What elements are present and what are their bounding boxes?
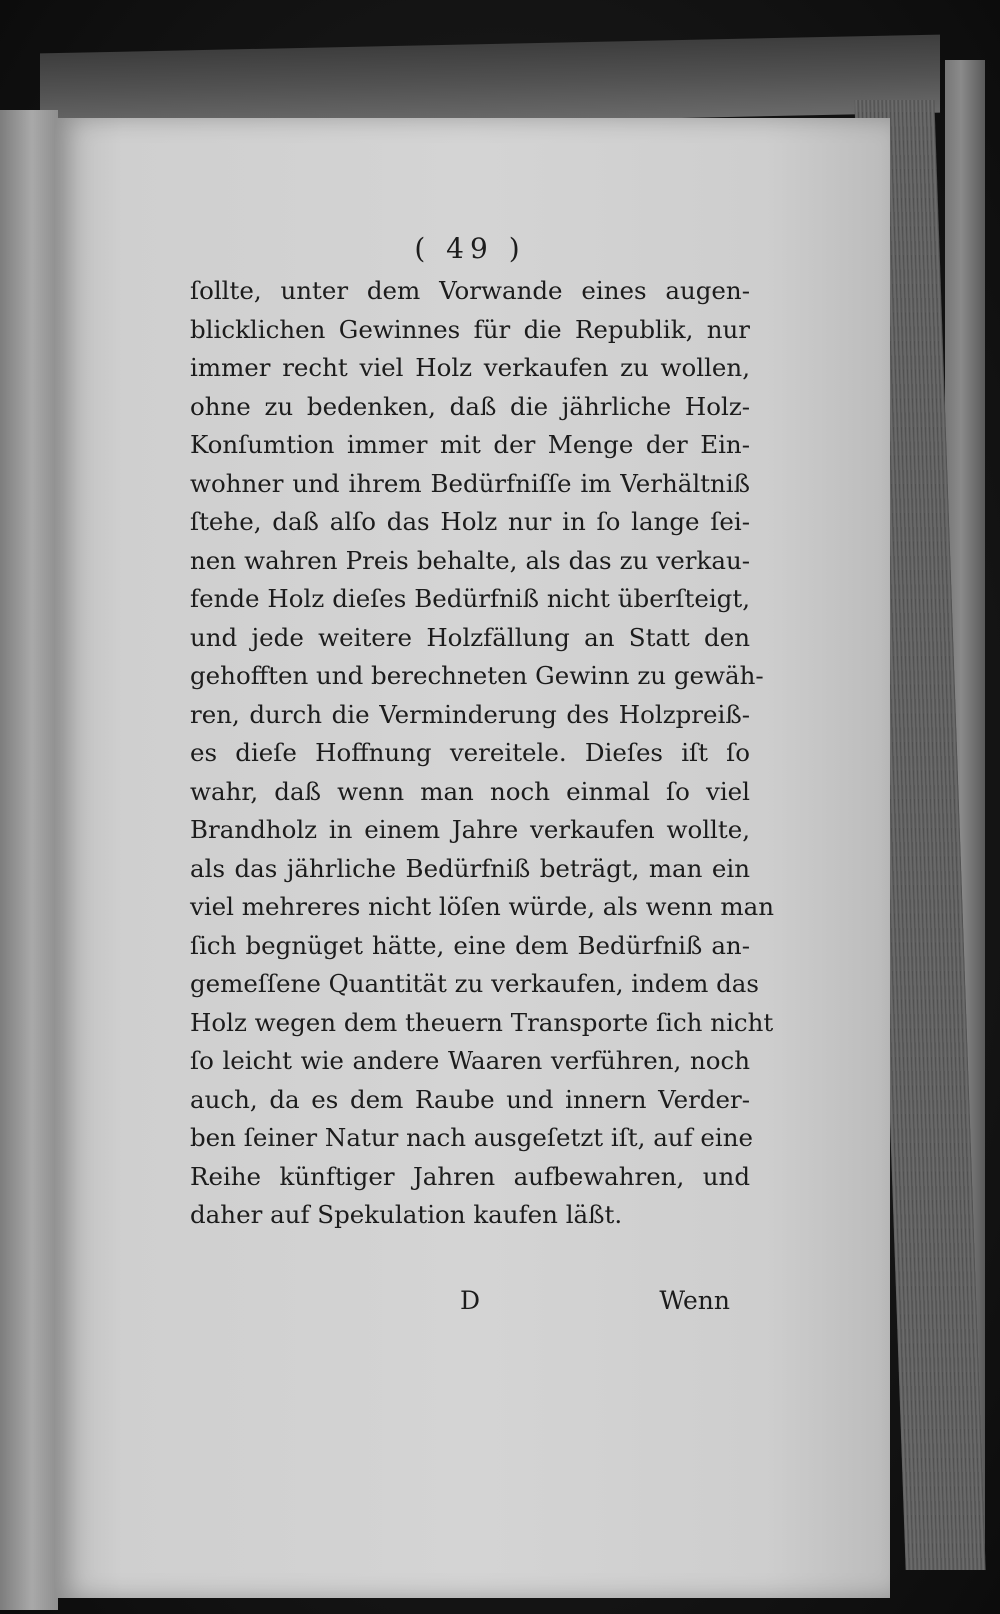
text-line: und jede weitere Holzfällung an Statt den [190,622,750,652]
page-text [190,230,775,1235]
page-number: ( 49 ) [414,232,526,265]
text-line: Brandholz in einem Jahre verkaufen wollte, [190,815,750,844]
page-footer [190,1286,730,1326]
text-line: ſollte, unter dem Vorwande eines augen- [190,276,750,305]
book-top-edge [40,35,940,132]
text-line: daher auf Spekulation kaufen läßt. [190,1200,623,1229]
text-lines [190,272,775,1235]
text-line: ſtehe, daß alſo das Holz nur in ſo lange ſei- [190,507,750,536]
signature-mark: D [460,1286,481,1315]
text-line: immer recht viel Holz verkaufen zu wollen, [190,353,750,382]
text-line: ohne zu bedenken, daß die jährliche Holz- [190,391,750,421]
left-page-edge [0,110,58,1610]
text-line: gemeſſene Quantität zu verkaufen, indem das [190,969,759,998]
text-line: wohner und ihrem Bedürfniſſe im Verhältniß [190,468,750,498]
text-line: als das jährliche Bedürfniß beträgt, man ein [190,853,750,883]
text-line: wahr, daß wenn man noch einmal ſo viel [190,776,750,806]
text-line: ſo leicht wie andere Waaren verführen, noch [190,1046,750,1075]
text-line: ſich begnüget hätte, eine dem Bedürfniß an- [190,930,750,960]
text-line: auch, da es dem Raube und innern Verder- [190,1084,750,1114]
text-line: ben ſeiner Natur nach ausgeſetzt iſt, auf eine [190,1123,754,1152]
text-line: blicklichen Gewinnes für die Republik, nur [190,314,750,344]
text-line: gehofften und berechneten Gewinn zu gewäh- [190,661,764,690]
text-line: ren, durch die Verminderung des Holzpreiß- [190,699,750,729]
text-line: nen wahren Preis behalte, als das zu verkau- [190,545,750,575]
text-line: fende Holz dieſes Bedürfniß nicht überſteigt, [190,584,750,613]
text-line: Reihe künftiger Jahren aufbewahren, und [190,1161,750,1191]
text-line: Konſumtion immer mit der Menge der Ein- [190,430,750,459]
text-line: es dieſe Hoffnung vereitele. Dieſes iſt ſo [190,738,750,767]
catchword: Wenn [659,1286,730,1315]
text-line: viel mehreres nicht löſen würde, als wenn man [190,892,775,921]
text-line: Holz wegen dem theuern Transporte ſich nicht [190,1007,774,1037]
